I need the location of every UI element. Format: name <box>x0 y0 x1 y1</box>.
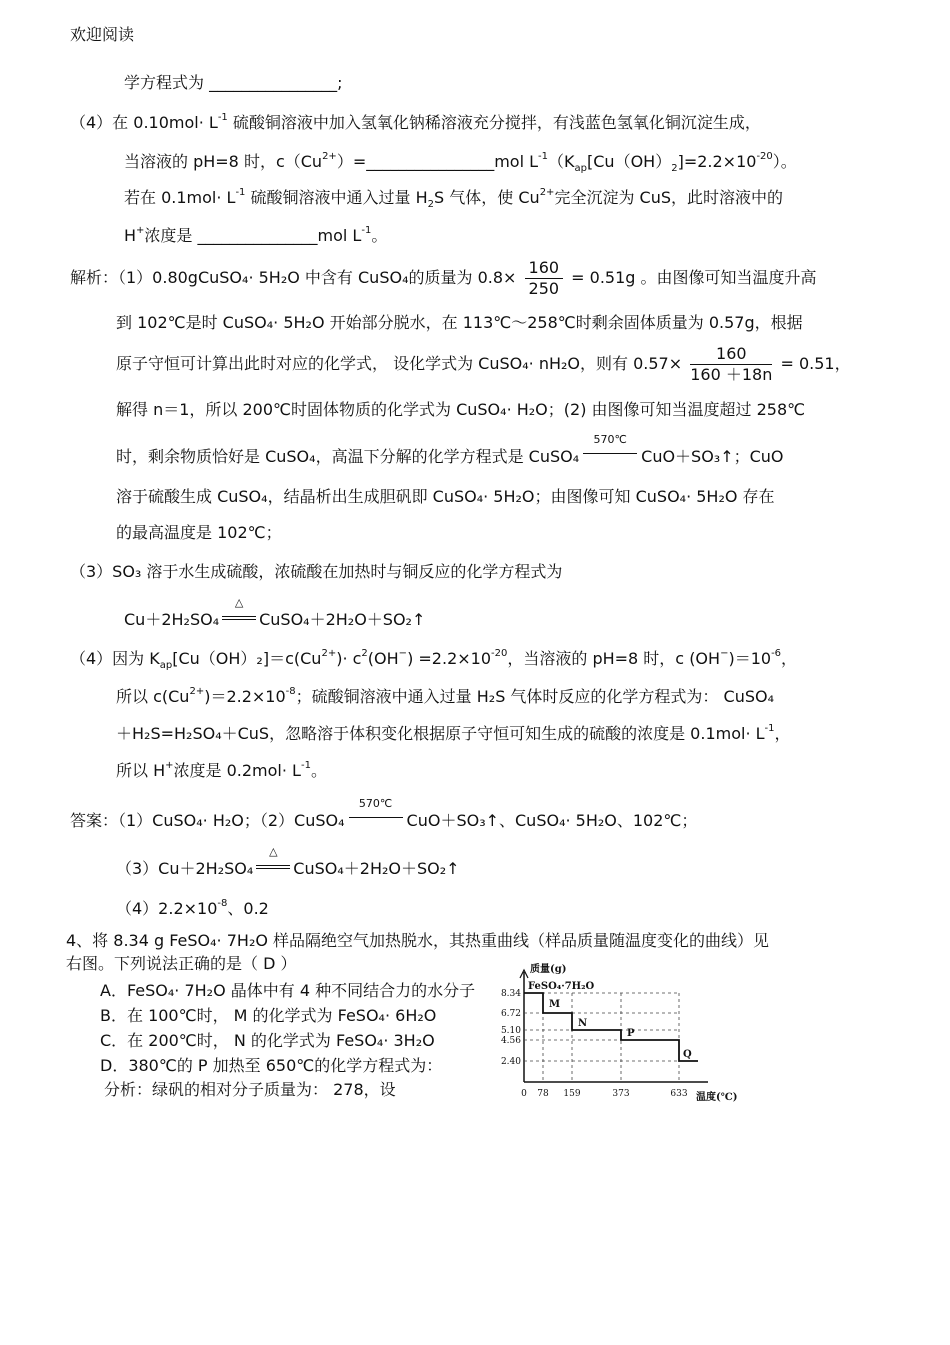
x-tick-label: 633 <box>670 1089 688 1099</box>
point-label: N <box>578 1018 588 1029</box>
y-tick-label: 6.72 <box>500 1009 521 1019</box>
page-header: 欢迎阅读 <box>70 25 135 44</box>
reaction-condition-arrow: 570℃ <box>579 447 641 469</box>
option-d: D．380℃的 P 加热至 650℃的化学方程式为： <box>100 1056 443 1075</box>
analysis-line: 所以 H+浓度是 $0.2mol\cdot L^{-1}$。 <box>116 760 327 780</box>
analysis-line: 的最高温度是 102℃； <box>116 523 282 542</box>
option-b: B．在 100℃时， M 的化学式为 FeSO₄· 6H₂O <box>100 1006 437 1025</box>
analysis-line: 原子守恒可计算出此时对应的化学式， 设化学式为 CuSO₄· nH₂O，则有 0.57× $\frac{160}{160 +18n}$ = 0.51， <box>116 344 851 384</box>
y-tick-label: 8.34 <box>500 989 521 999</box>
analysis-line: 解得 n＝1，所以 200℃时固体物质的化学式为 CuSO₄· H₂O；(2) 由图像可知当温度超过 258℃ <box>116 400 806 419</box>
y-tick-label: 4.56 <box>500 1036 521 1046</box>
x-tick-label: 0 <box>521 1089 527 1099</box>
y-tick-label: 2.40 <box>500 1057 521 1067</box>
analysis-line: 时，剩余物质恰好是 CuSO₄，高温下分解的化学方程式是 CuSO₄ 570℃ CuO＋SO₃↑；CuO <box>116 446 784 469</box>
option-c: C．在 200℃时， N 的化学式为 FeSO₄· 3H₂O <box>100 1031 435 1050</box>
answer-line: $(4)2.2\times 10^{-8}$、0.2 <box>116 898 269 918</box>
fraction: $\frac{160}{250}$ <box>525 258 564 299</box>
x-tick-label: 373 <box>612 1089 630 1099</box>
point-label: Q <box>683 1049 692 1060</box>
equation-line: Cu＋2H₂SO₄ △ CuSO₄＋2H₂O＋SO₂↑ <box>124 609 425 632</box>
question-line: 学方程式为 ________________; <box>124 73 343 92</box>
point-label: M <box>549 999 561 1010</box>
analysis-line: （3）SO₃ 溶于水生成硫酸，浓硫酸在加热时与铜反应的化学方程式为 <box>70 562 563 581</box>
x-tick-label: 159 <box>563 1089 581 1099</box>
analysis-line: ＋H₂S=H₂SO₄＋CuS，忽略溶于体积变化根据原子守恒可知生成的硫酸的浓度是 $0.1mol\cdot L^{-1}$， <box>116 723 791 743</box>
heat-arrow: △ <box>253 859 293 881</box>
analysis-line: 到 102℃是时 CuSO₄· 5H₂O 开始部分脱水，在 113℃～258℃时剩余固体质量为 0.57g，根据 <box>116 313 803 332</box>
y-axis-label: 质量(g) <box>530 964 567 975</box>
analysis-line: 分析：绿矾的相对分子质量为： 278，设 <box>104 1080 396 1099</box>
fraction: $\frac{160}{160 +18n}$ <box>690 344 773 384</box>
heat-arrow: △ <box>219 610 259 632</box>
analysis-line: （4）因为 $K_{ap}[Cu(OH)_2]=c(Cu^{2+})\cdot c^2(OH^-) =2.2\times 10^{-20}$，当溶液的 pH=8 时，c $(OH^-)=10^{-6}$， <box>70 648 798 672</box>
thermogravimetric-chart <box>486 958 756 1108</box>
point-label: FeSO₄·7H₂O <box>528 981 595 992</box>
question-4-stem: 4、将 8.34 g FeSO₄· 7H₂O 样品隔绝空气加热脱水，其热重曲线（样品质量随温度变化的曲线）见 <box>66 931 770 950</box>
question-line: 当溶液的 pH=8 时，$c(Cu^{2+})=\_\_\_\_\_\_\_\_\_\_\_\_\_\_\_\_mol$ $L^{-1}(K_{ap}[Cu(OH)_2]=2.2\times 10^{-20})$。 <box>124 151 797 175</box>
point-label: P <box>627 1028 635 1039</box>
x-axis-label: 温度(℃) <box>696 1092 738 1103</box>
question-line: H+浓度是 _______________mol $L^{-1}$。 <box>124 225 388 245</box>
reaction-condition-arrow: 570℃ <box>345 811 407 833</box>
analysis-line: 溶于硫酸生成 CuSO₄，结晶析出生成胆矾即 CuSO₄· 5H₂O；由图像可知 CuSO₄· 5H₂O 存在 <box>116 487 775 506</box>
analysis-line: 解析：（1）0.80gCuSO₄· 5H₂O 中含有 CuSO₄的质量为 0.8× $\frac{160}{250}$ = 0.51g 。由图像可知当温度升高 <box>70 258 817 298</box>
answer-line: （3）Cu＋2H₂SO₄ △ CuSO₄＋2H₂O＋SO₂↑ <box>116 858 460 881</box>
y-tick-label: 5.10 <box>500 1026 521 1036</box>
question-4-stem: 右图。下列说法正确的是（ D ） <box>66 954 297 973</box>
option-a: A．FeSO₄· 7H₂O 晶体中有 4 种不同结合力的水分子 <box>100 981 476 1000</box>
answer-line: 答案：（1）CuSO₄· H₂O；（2）CuSO₄ 570℃ CuO＋SO₃↑、CuSO₄· 5H₂O、102℃； <box>70 810 697 833</box>
question-line: 若在 $0.1mol\cdot L^{-1}$ 硫酸铜溶液中通入过量 $H_2S$ 气体，使 $Cu^{2+}$完全沉淀为 CuS，此时溶液中的 <box>124 187 783 211</box>
analysis-line: 所以 $c(Cu^{2+})=2.2\times 10^{-8}$；硫酸铜溶液中通入过量 H₂S 气体时反应的化学方程式为： CuSO₄ <box>116 686 774 706</box>
question-line: （4）在 $0.10mol\cdot L^{-1}$ 硫酸铜溶液中加入氢氧化钠稀溶液充分搅拌，有浅蓝色氢氧化铜沉淀生成， <box>70 112 761 132</box>
x-tick-label: 78 <box>537 1089 549 1099</box>
